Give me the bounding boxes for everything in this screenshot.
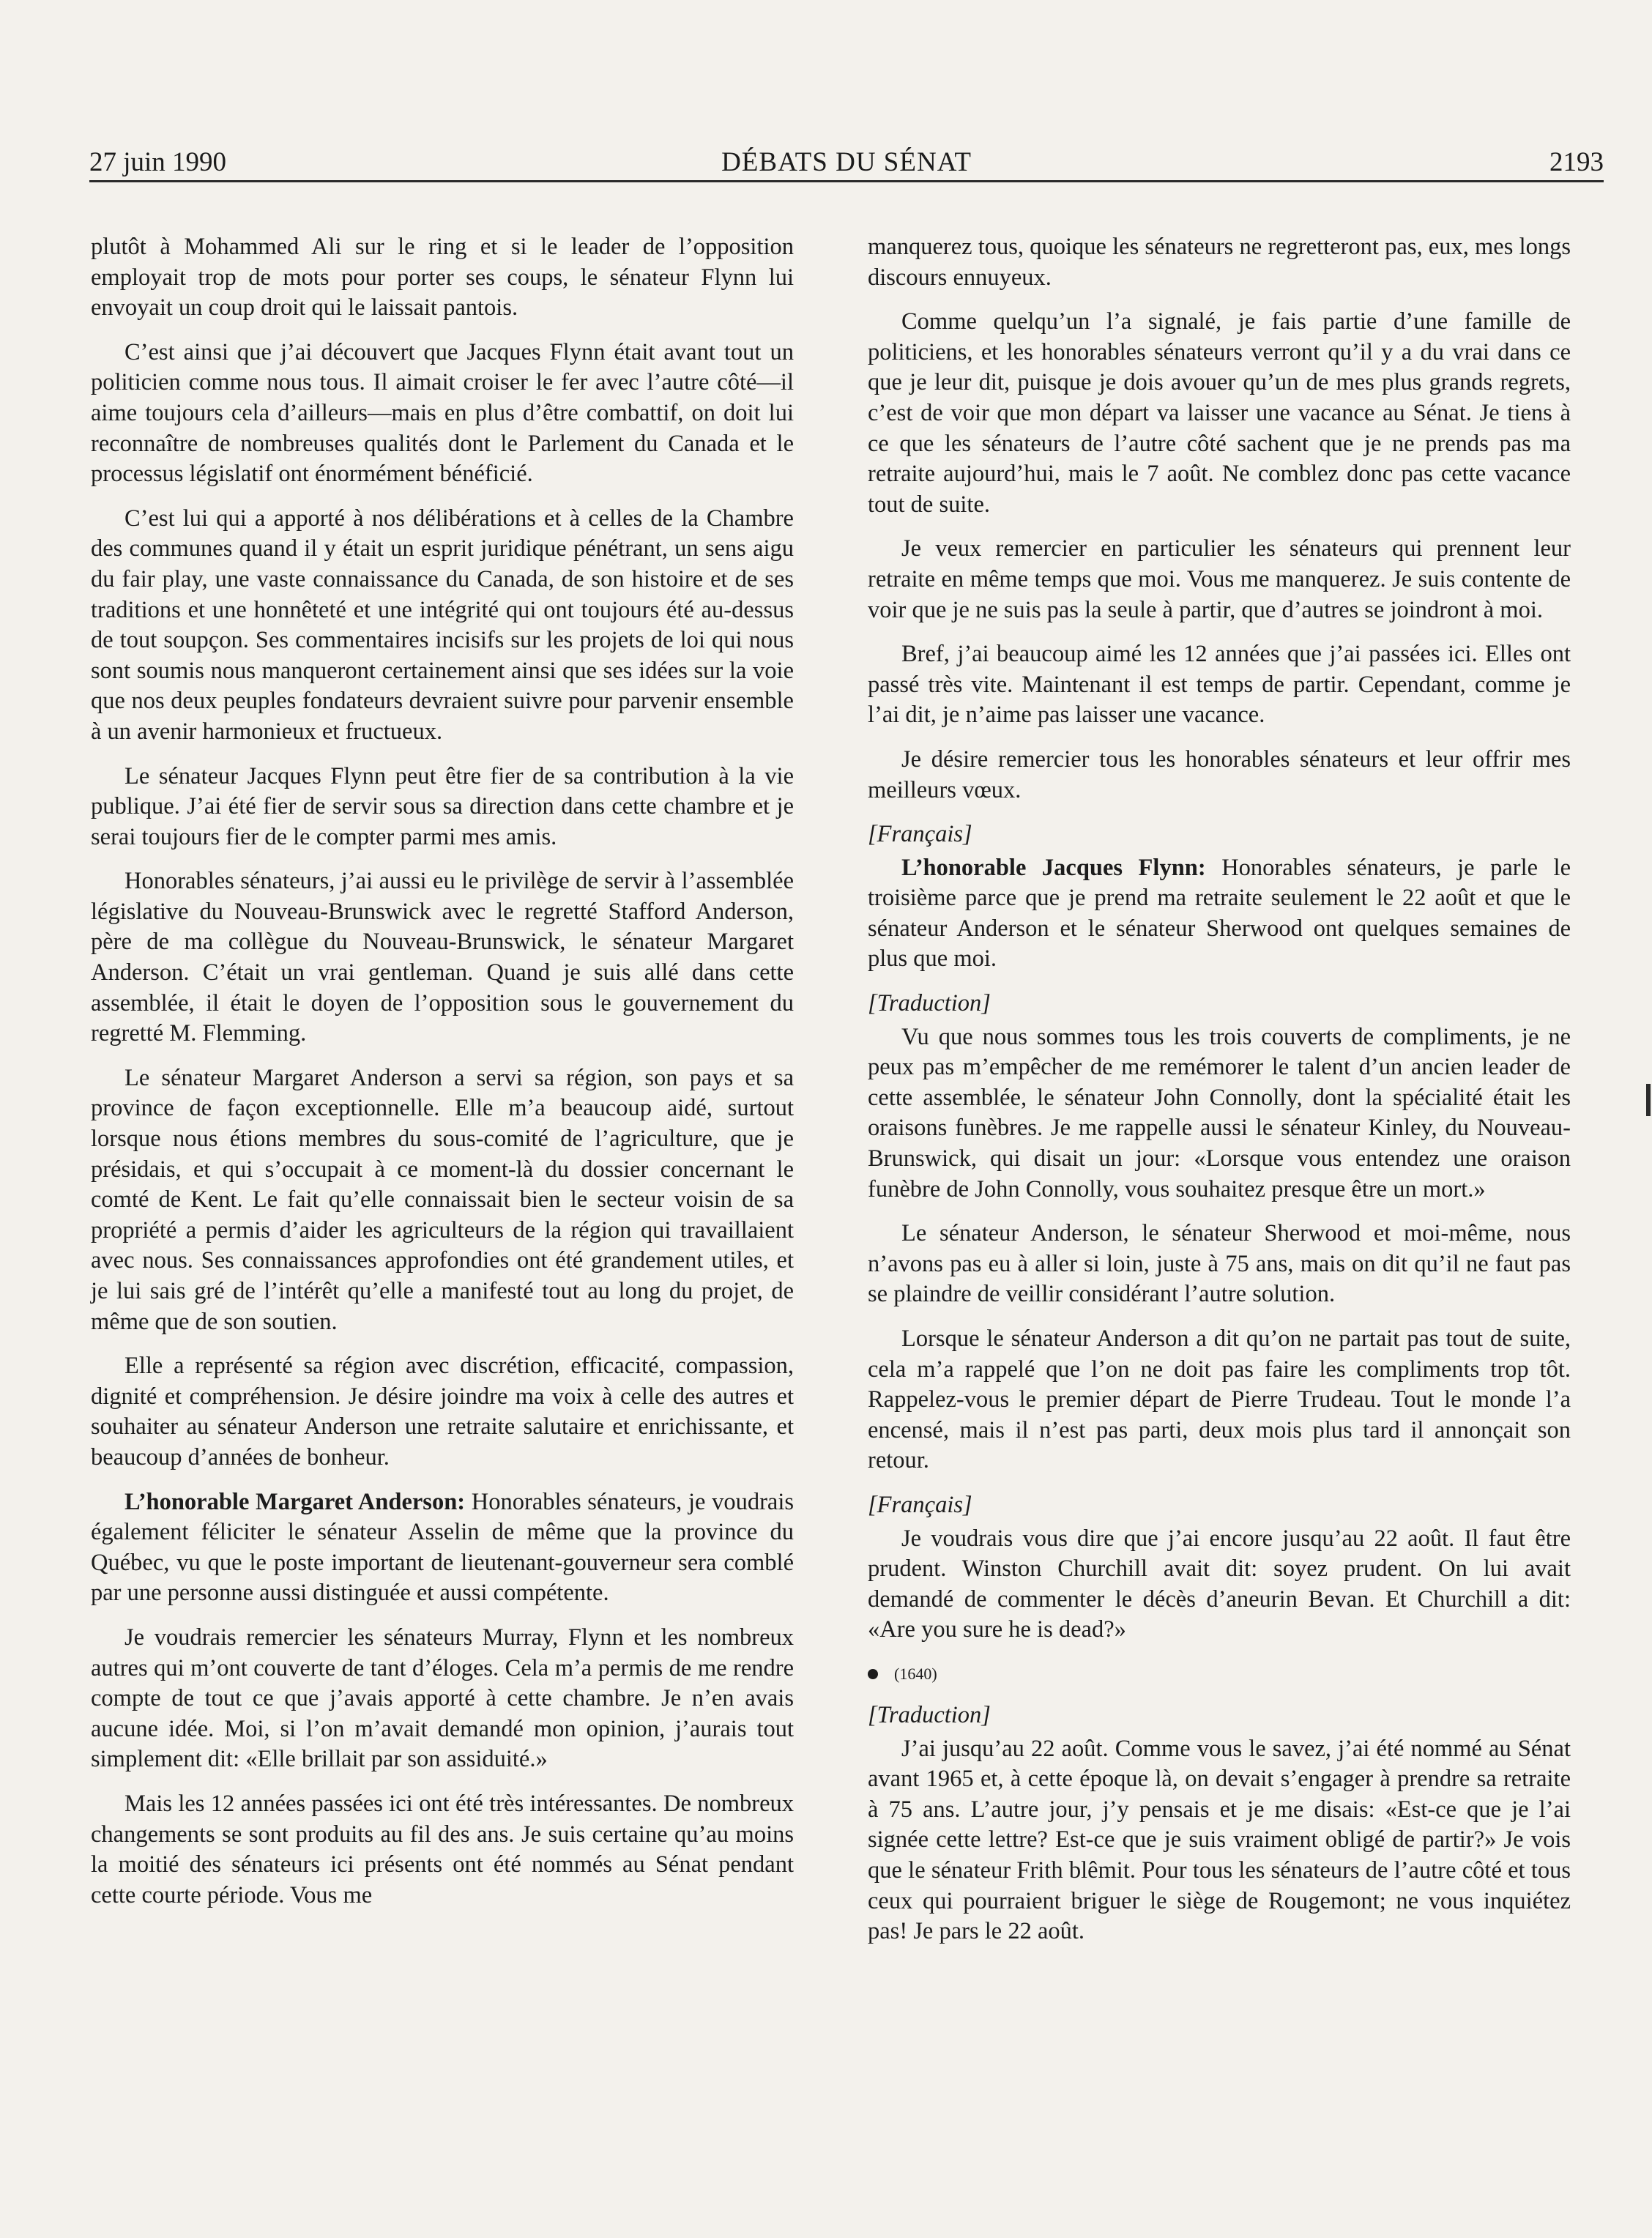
speaker-name: L’honorable Jacques Flynn:	[901, 854, 1206, 881]
scan-edge-mark	[1646, 1084, 1651, 1116]
paragraph: Je désire remercier tous les honorables sénateurs et leur offrir mes meilleurs vœux.	[868, 746, 1571, 803]
left-column	[91, 232, 794, 1925]
time-marker	[868, 1659, 1571, 1689]
paragraph: Le sénateur Margaret Anderson a servi sa région, son pays et sa province de façon exceptionnelle. Elle m’a beaucoup aidé, surtout lorsque nous étions membres du sous-comité de l’agriculture, que je présidais, et qui s’occupait à ce moment-là du dossier concernant le comté de Kent. Le fait qu’elle connaissait bien le secteur voisin de sa propriété a permis d’aider les agriculteurs de la région qui travaillaient avec nous. Ses connaissances approfondies ont été grandement utiles, et je lui sais gré de l’intérêt qu’elle a manifesté tout au long du projet, de même que de son soutien.	[91, 1064, 794, 1335]
bullet-icon	[868, 1669, 878, 1679]
speaker-name: L’honorable Margaret Anderson:	[124, 1488, 466, 1515]
speech-paragraph	[91, 1487, 794, 1609]
paragraph: Je veux remercier en particulier les sénateurs qui prennent leur retraite en même temps que moi. Vous me manquerez. Je suis contente de voir que je ne suis pas la seule à partir, que d’autres se joindront à moi.	[868, 535, 1571, 623]
header-title: DÉBATS DU SÉNAT	[721, 147, 972, 177]
header-rule	[89, 180, 1604, 182]
language-marker: [Traduction]	[868, 1701, 991, 1728]
paragraph: Comme quelqu’un l’a signalé, je fais partie d’une famille de politiciens, et les honorables sénateurs verront qu’il y a du vrai dans ce que je leur dit, puisque je dois avouer qu’un de mes plus grands regrets, c’est de voir que mon départ va laisser une vacance au Sénat. Je tiens à ce que les sénateurs de l’autre côté sachent que je ne prends pas ma retraite aujourd’hui, mais le 7 août. Ne comblez donc pas cette vacance tout de suite.	[868, 308, 1571, 518]
paragraph: plutôt à Mohammed Ali sur le ring et si le leader de l’opposition employait trop de mots pour porter ses coups, le sénateur Flynn lui envoyait un coup droit qui le laissait pantois.	[91, 234, 794, 321]
paragraph: Elle a représenté sa région avec discrétion, efficacité, compassion, dignité et compréhension. Je désire joindre ma voix à celle des autres et souhaiter au sénateur Anderson une retraite salutaire et enrichissante, et beaucoup d’années de bonheur.	[91, 1353, 794, 1471]
paragraph: Je voudrais remercier les sénateurs Murray, Flynn et les nombreux autres qui m’ont couverte de tant d’éloges. Cela m’a permis de me rendre compte de tout ce que j’avais apporté à cette chambre. Je n’en avais aucune idée. Moi, si l’on m’avait demandé mon opinion, j’aurais tout simplement dit: «Elle brillait par son assiduité.»	[91, 1624, 794, 1773]
paragraph: Honorables sénateurs, j’ai aussi eu le privilège de servir à l’assemblée législative du Nouveau-Brunswick avec le regretté Stafford Anderson, père de ma collègue du Nouveau-Brunswick, le sénateur Margaret Anderson. C’était un vrai gentleman. Quand je suis allé dans cette assemblée, il était le doyen de l’opposition sous le gouvernement du regretté M. Flemming.	[91, 868, 794, 1047]
right-column	[868, 232, 1571, 1961]
language-marker: [Français]	[868, 821, 972, 848]
paragraph: Lorsque le sénateur Anderson a dit qu’on ne partait pas tout de suite, cela m’a rappelé que l’on ne doit pas faire les compliments trop tôt. Rappelez-vous le premier départ de Pierre Trudeau. Tout le monde l’a encensé, mais il n’est pas parti, deux mois plus tard il annonçait son retour.	[868, 1326, 1571, 1474]
speech-paragraph	[868, 853, 1571, 975]
paragraph: Mais les 12 années passées ici ont été très intéressantes. De nombreux changements se sont produits au fil des ans. Je suis certaine qu’au moins la moitié des sénateurs ici présents ont été nommés au Sénat pendant cette courte période. Vous me	[91, 1790, 794, 1908]
paragraph: Je voudrais vous dire que j’ai encore jusqu’au 22 août. Il faut être prudent. Winston Churchill avait dit: soyez prudent. On lui avait demandé de commenter le décès d’aneurin Bevan. Et Churchill a dit: «Are you sure he is dead?»	[868, 1525, 1571, 1643]
language-marker: [Traduction]	[868, 990, 991, 1017]
time-marker-text: (1640)	[894, 1664, 937, 1683]
header-date: 27 juin 1990	[89, 147, 227, 177]
paragraph: Le sénateur Anderson, le sénateur Sherwood et moi-même, nous n’avons pas eu à aller si loin, juste à 75 ans, mais on dit qu’il ne faut pas se plaindre de veillir considérant l’autre solution.	[868, 1220, 1571, 1308]
paragraph: Bref, j’ai beaucoup aimé les 12 années que j’ai passées ici. Elles ont passé très vite. Maintenant il est temps de partir. Cependant, comme je l’ai dit, je n’aime pas laisser une vacance.	[868, 641, 1571, 729]
language-marker: [Français]	[868, 1491, 972, 1518]
header-page-number: 2193	[1549, 147, 1604, 177]
paragraph: C’est ainsi que j’ai découvert que Jacques Flynn était avant tout un politicien comme nous tous. Il aimait croiser le fer avec l’autre côté—il aime toujours cela d’ailleurs—mais en plus d’être combattif, on doit lui reconnaître de nombreuses qualités dont le Parlement du Canada et le processus législatif ont énormément bénéficié.	[91, 338, 794, 488]
speech-text: Honorables sénateurs, je voudrais également féliciter le sénateur Asselin de même que la province du Québec, vu que le poste important de lieutenant-gouverneur sera comblé par une personne aussi distinguée et aussi compétente.	[91, 1488, 795, 1607]
paragraph: Vu que nous sommes tous les trois couverts de compliments, je ne peux pas m’empêcher de me remémorer le talent d’un ancien leader de cette assemblée, le sénateur John Connolly, dont la spécialité était les oraisons funèbres. Je me rappelle aussi le sénateur Kinley, du Nouveau-Brunswick, qui disait un jour: «Lorsque vous entendez une oraison funèbre de John Connolly, vous souhaitez presque être un mort.»	[868, 1023, 1571, 1202]
speech-text: Honorables sénateurs, je parle le troisième parce que je prend ma retraite seulement le 22 août et que le sénateur Anderson et le sénateur Sherwood ont quelques semaines de plus que moi.	[868, 854, 1571, 973]
paragraph: Le sénateur Jacques Flynn peut être fier de sa contribution à la vie publique. J’ai été fier de servir sous sa direction dans cette chambre et je serai toujours fier de le compter parmi mes amis.	[91, 762, 794, 850]
paragraph: C’est lui qui a apporté à nos délibérations et à celles de la Chambre des communes quand il y était un esprit juridique pénétrant, un sens aigu du fair play, une vaste connaissance du Canada, de son histoire et de ses traditions et une honnêteté et une intégrité qui ont toujours été au-dessus de tout soupçon. Ses commentaires incisifs sur les projets de loi qui nous sont soumis nous manqueront certainement ainsi que ses idées sur la voie que nos deux peuples fondateurs devraient suivre pour parvenir ensemble à un avenir harmonieux et fructueux.	[91, 505, 794, 745]
paragraph: J’ai jusqu’au 22 août. Comme vous le savez, j’ai été nommé au Sénat avant 1965 et, à cette époque là, on devait s’engager à prendre sa retraite à 75 ans. L’autre jour, j’y pensais et je me disais: «Est-ce que je l’ai signée cette lettre? Est-ce que je suis vraiment obligé de partir?» Je vois que le sénateur Frith blêmit. Pour tous les sénateurs de l’autre côté et tous ceux qui pourraient briguer le siège de Rougemont; ne vous inquiétez pas! Je pars le 22 août.	[868, 1735, 1571, 1945]
paragraph: manquerez tous, quoique les sénateurs ne regretteront pas, eux, mes longs discours ennuyeux.	[868, 234, 1571, 291]
page-header	[89, 145, 1604, 180]
